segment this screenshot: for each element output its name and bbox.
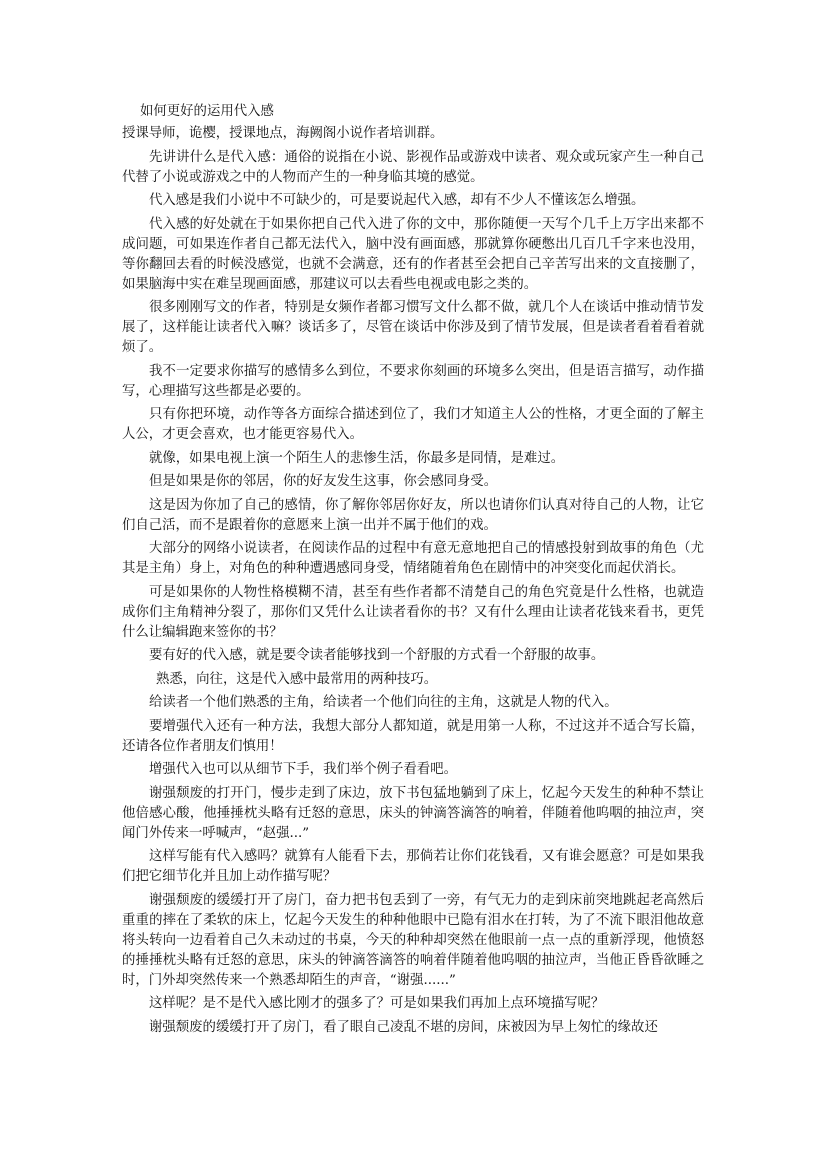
paragraph: 很多刚刚写文的作者，特别是女频作者都习惯写文什么都不做，就几个人在谈话中推动情节发展了，这样能让读者代入嘛？谈话多了，尽管在谈话中你涉及到了情节发展，但是读者看着看着就烦了。: [122, 300, 704, 355]
paragraph: 谢强颓废的打开门，慢步走到了床边，放下书包猛地躺到了床上，忆起今天发生的种种不禁让他倍感心酸，他捶捶枕头略有迁怒的意思，床头的钟滴答滴答的响着，伴随着他呜咽的抽泣声，突闻门外传来一呼喊声，“赵强...”: [122, 785, 704, 841]
paragraph: 只有你把环境，动作等各方面综合描述到位了，我们才知道主人公的性格，才更全面的了解主人公，才更会喜欢，也才能更容易代入。: [122, 407, 704, 442]
paragraph: 要增强代入还有一种方法，我想大部分人都知道，就是用第一人称，不过这并不适合写长篇，还请各位作者朋友们慎用！: [122, 718, 704, 754]
paragraph: 谢强颓废的缓缓打开了房门，奋力把书包丢到了一旁，有气无力的走到床前突地跳起老高然后重重的摔在了柔软的床上，忆起今天发生的种种他眼中已隐有泪水在打转，为了不流下眼泪他故意将头转向一边看着自己久未动过的书桌，今天的种种却突然在他眼前一点一点的重新浮现，他愤怒的捶捶枕头略有迁怒的意思，床头的钟滴答滴答的响着伴随着他呜咽的抽泣声，当他正昏昏欲睡之时，门外却突然传来一个熟悉却陌生的声音，“谢强......”: [122, 892, 704, 988]
paragraph: 这是因为你加了自己的感情，你了解你邻居你好友，所以也请你们认真对待自己的人物，让它们自己活，而不是跟着你的意愿来上演一出并不属于他们的戏。: [122, 497, 704, 533]
document-title: 如何更好的运用代入感: [140, 104, 274, 119]
paragraph: 增强代入也可以从细节下手，我们举个例子看看吧。: [149, 762, 457, 777]
paragraph: 就像，如果电视上演一个陌生人的悲惨生活，你最多是同情，是难过。: [149, 450, 565, 466]
paragraph: 我不一定要求你描写的感情多么到位，不要求你刻画的环境多么突出，但是语言描写，动作描写，心理描写这些都是必要的。: [122, 363, 704, 399]
paragraph: 可是如果你的人物性格模糊不清，甚至有些作者都不清楚自己的角色究竟是什么性格，也就造成你们主角精神分裂了，那你们又凭什么让读者看你的书？又有什么理由让读者花钱来看书，更凭什么让编辑跑来签你的书？: [122, 584, 704, 640]
paragraph: 给读者一个他们熟悉的主角，给读者一个他们向往的主角，这就是人物的代入。: [149, 695, 618, 710]
paragraph: 熟悉，向往，这是代入感中最常用的两种技巧。: [156, 671, 438, 687]
paragraph: 先讲讲什么是代入感：通俗的说指在小说、影视作品或游戏中读者、观众或玩家产生一种自己代替了小说或游戏之中的人物而产生的一种身临其境的感觉。: [122, 149, 704, 185]
paragraph: 大部分的网络小说读者，在阅读作品的过程中有意无意地把自己的情感投射到故事的角色（尤其是主角）身上，对角色的种种遭遇感同身受，情绪随着角色在剧情中的冲突变化而起伏消长。: [122, 541, 704, 576]
paragraph: 这样呢？是不是代入感比刚才的强多了？可是如果我们再加上点环境描写呢？: [149, 996, 605, 1011]
paragraph: 但是如果是你的邻居，你的好友发生这事，你会感同身受。: [149, 474, 498, 489]
paragraph: 谢强颓废的缓缓打开了房门，看了眼自己凌乱不堪的房间，床被因为早上匆忙的缘故还: [149, 1019, 658, 1035]
paragraph: 代入感的好处就在于如果你把自己代入进了你的文中，那你随便一天写个几千上万字出来都不成问题，可如果连作者自己都无法代入，脑中没有画面感，那就算你硬憋出几百几千字来也没用，等你翻回去看的时候没感觉，也就不会满意，还有的作者甚至会把自己辛苦写出来的文直接删了，如果脑海中实在难呈现画面感，那建议可以去看些电视或电影之类的。: [122, 216, 704, 292]
document-body: [122, 102, 704, 1041]
paragraph: 要有好的代入感，就是要令读者能够找到一个舒服的方式看一个舒服的故事。: [149, 648, 605, 663]
paragraph: 这样写能有代入感吗？就算有人能看下去，那倘若让你们花钱看，又有谁会愿意？可是如果我们把它细节化并且加上动作描写呢？: [122, 849, 704, 884]
paragraph: 代入感是我们小说中不可缺少的，可是要说起代入感，却有不少人不懂该怎么增强。: [149, 193, 645, 208]
paragraph-lecture-info: 授课导师，诡樱，授课地点，海阙阁小说作者培训群。: [122, 126, 444, 141]
